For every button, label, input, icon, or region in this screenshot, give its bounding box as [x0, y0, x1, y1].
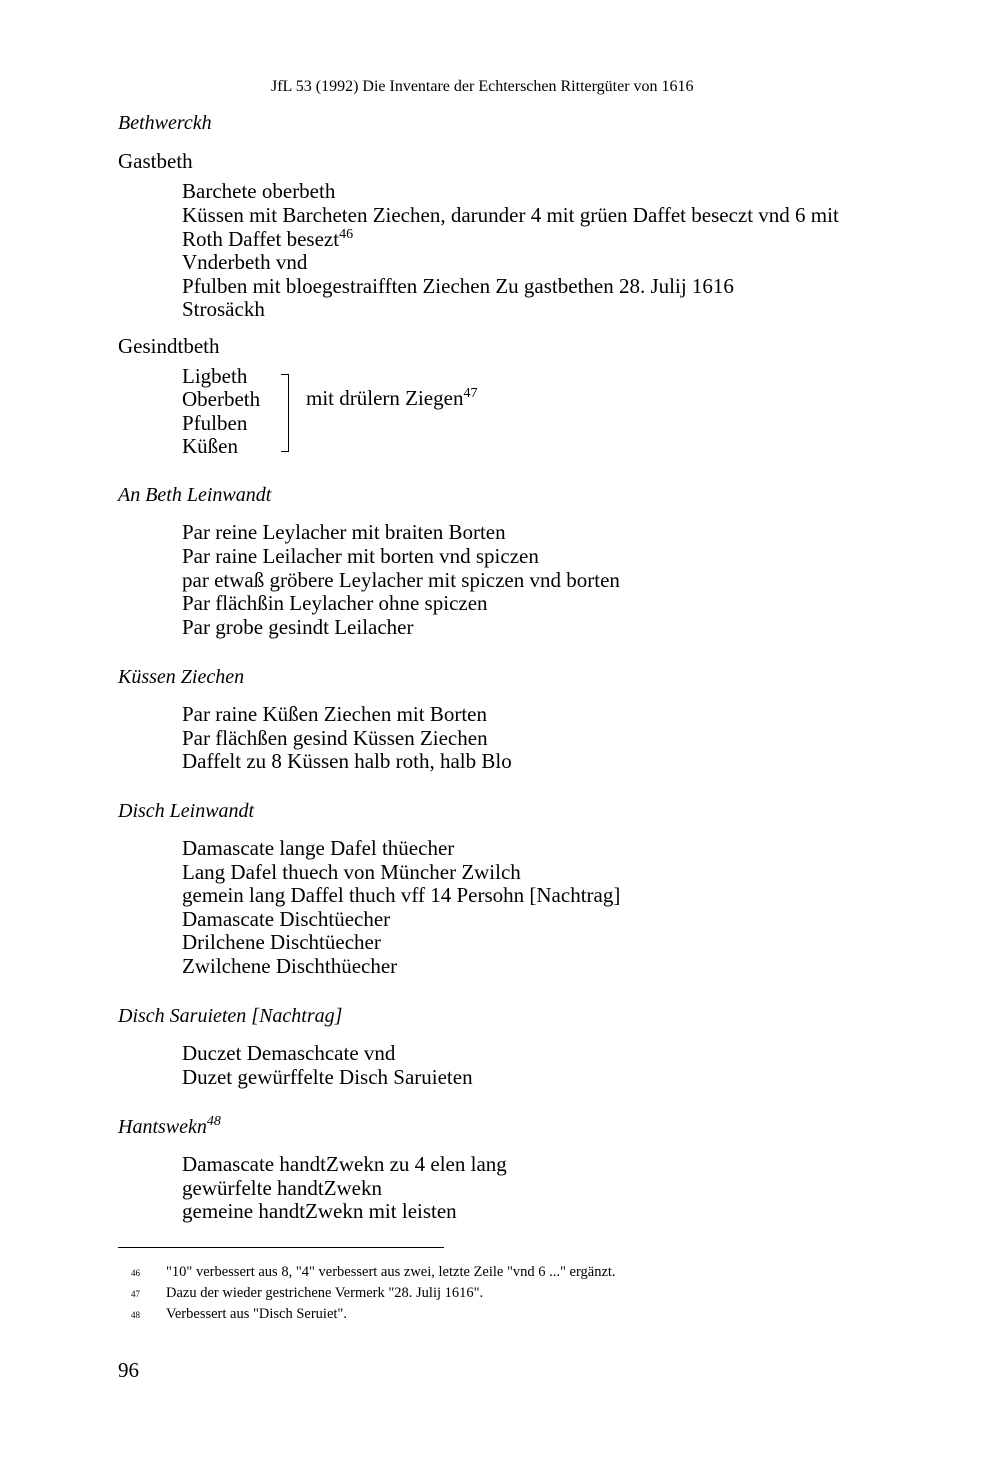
item-text: Par flächßen gesind Küssen Ziechen	[182, 726, 488, 750]
item-text: Barchete oberbeth	[182, 179, 336, 203]
section-heading-kuessen-ziechen: Küssen Ziechen	[118, 666, 245, 688]
footnote-number: 48	[131, 1310, 140, 1320]
bracket-note	[306, 386, 477, 411]
page-number: 96	[118, 1358, 139, 1382]
item-text: gewürfelte handtZwekn	[182, 1176, 383, 1200]
item-text: Damascate lange Dafel thüecher	[182, 836, 455, 860]
item-text: Ligbeth	[182, 364, 248, 388]
subsection-heading-gesindtbeth: Gesindtbeth	[118, 334, 220, 358]
grouping-bracket	[278, 374, 289, 452]
item-text: Roth Daffet besezt	[182, 227, 340, 251]
footnote-text: "10" verbessert aus 8, "4" verbessert aus zwei, letzte Zeile "vnd 6 ..." ergänzt.	[166, 1264, 616, 1280]
item-text: Küssen mit Barcheten Ziechen, darunder 4 mit grüen Daffet beseczt vnd 6 mit	[182, 203, 839, 227]
section-heading-bethwerckh: Bethwerckh	[118, 112, 212, 134]
item-text: Damascate Dischtüecher	[182, 907, 391, 931]
subsection-heading-gastbeth: Gastbeth	[118, 149, 193, 173]
item-text: Zwilchene Dischthüecher	[182, 954, 398, 978]
item-text: Par raine Küßen Ziechen mit Borten	[182, 702, 487, 726]
section-heading-text: Hantswekn	[118, 1116, 207, 1138]
item-text: Damascate handtZwekn zu 4 elen lang	[182, 1152, 507, 1176]
bracket-note-text: mit drülern Ziegen	[306, 386, 464, 410]
item-text: Pfulben	[182, 411, 248, 435]
item-text: Duczet Demaschcate vnd	[182, 1041, 396, 1065]
item-text: Oberbeth	[182, 387, 261, 411]
item-text: Drilchene Dischtüecher	[182, 930, 381, 954]
footnote-ref: 47	[463, 386, 478, 401]
item-text: Duzet gewürffelte Disch Saruieten	[182, 1065, 473, 1089]
item-text: Pfulben mit bloegestraifften Ziechen Zu gastbethen 28. Julij 1616	[182, 274, 734, 298]
footnote-divider	[118, 1247, 444, 1248]
footnote-text: Verbessert aus "Disch Seruiet".	[166, 1306, 347, 1322]
item-text: Par flächßin Leylacher ohne spiczen	[182, 591, 488, 615]
footnote-ref: 46	[339, 227, 354, 242]
footnote-ref: 48	[206, 1114, 221, 1129]
section-heading-disch-leinwandt: Disch Leinwandt	[118, 800, 255, 822]
item-text: gemeine handtZwekn mit leisten	[182, 1199, 457, 1223]
item-text-continued	[182, 227, 353, 251]
item-text: gemein lang Daffel thuch vff 14 Persohn [Nachtrag]	[182, 883, 621, 907]
item-text: Vnderbeth vnd	[182, 250, 308, 274]
running-head: JfL 53 (1992) Die Inventare der Echterschen Rittergüter von 1616	[271, 78, 694, 95]
item-text: Par reine Leylacher mit braiten Borten	[182, 520, 506, 544]
item-text: Küßen	[182, 434, 238, 458]
item-text: Strosäckh	[182, 297, 265, 321]
section-heading-hantswekn	[118, 1116, 221, 1139]
item-text: par etwaß gröbere Leylacher mit spiczen vnd borten	[182, 568, 620, 592]
section-heading-an-beth: An Beth Leinwandt	[118, 484, 272, 506]
item-text: Par grobe gesindt Leilacher	[182, 615, 414, 639]
footnote-number: 47	[131, 1289, 140, 1299]
footnote-text: Dazu der wieder gestrichene Vermerk "28. Julij 1616".	[166, 1285, 484, 1301]
item-text: Lang Dafel thuech von Müncher Zwilch	[182, 860, 521, 884]
item-text: Par raine Leilacher mit borten vnd spiczen	[182, 544, 539, 568]
item-text: Daffelt zu 8 Küssen halb roth, halb Blo	[182, 749, 512, 773]
section-heading-disch-saruieten: Disch Saruieten [Nachtrag]	[118, 1005, 343, 1027]
footnote-number: 46	[131, 1268, 140, 1278]
